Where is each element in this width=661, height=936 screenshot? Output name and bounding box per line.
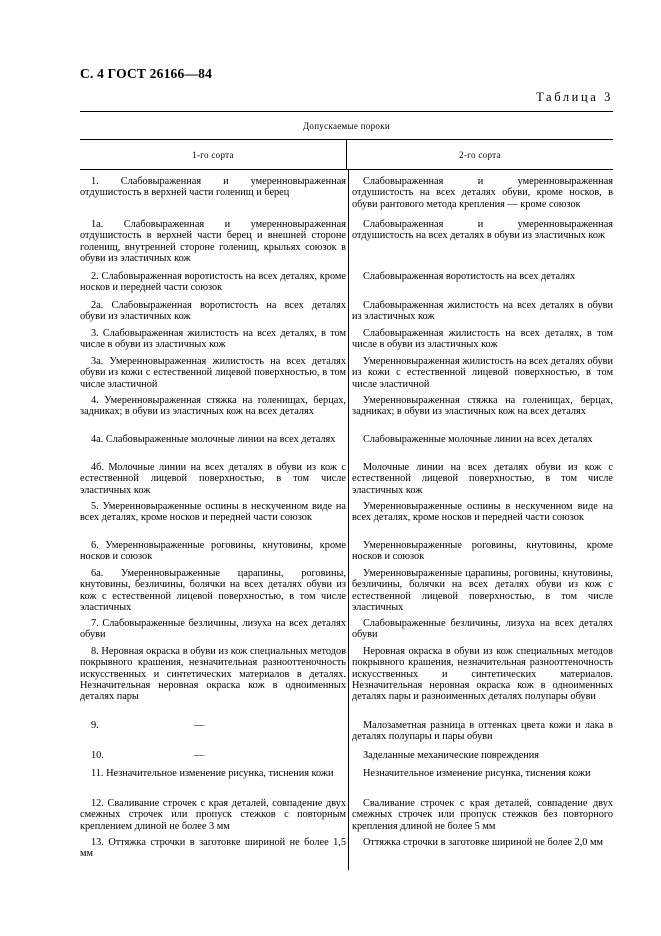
row-3a-grade1: 3а. Умеренновыраженная жилистость на всех деталях обуви из кожи с естественной лицевой поверхностью, в том числе эластичной xyxy=(80,356,346,390)
row-9-number: 9. xyxy=(91,720,99,731)
table-caption: Допускаемые пороки xyxy=(302,120,391,131)
row-1-grade1: 1. Слабовыраженная и умеренновыраженная отдушистость в верхней части голенищ и берец xyxy=(80,176,346,199)
row-1a-grade2: Слабовыраженная и умеренновыраженная отдушистость на всех деталях в обуви из эластичных кож xyxy=(352,219,613,242)
row-8-grade2: Неровная окраска в обуви из кож специальных методов покрывного крашения, незначительная разнооттеночность искусственных и синтетических материалов. Незначительная неровная окраска кож в одноименных деталях пары и разноименных деталях полупары обуви xyxy=(352,646,613,703)
table-body xyxy=(80,170,613,870)
row-2-grade1: 2. Слабовыраженная воротистость на всех деталях, кроме носков и передней части союзок xyxy=(80,271,346,294)
row-12-grade2: Сваливание строчек с края деталей, совпадение двух смежных строчек или пропуск стежков без повторного крепления длиной не более 5 мм xyxy=(352,798,613,832)
row-9-dash: — xyxy=(194,720,205,731)
row-5-grade1: 5. Умеренновыраженные оспины в нескученном виде на всех деталях, кроме носков и передней части союзок xyxy=(80,501,346,524)
defects-table xyxy=(80,111,613,870)
row-4-grade2: Умеренновыраженная стяжка на голенищах, берцах, задниках; в обуви из эластичных кож на всех деталях xyxy=(352,395,613,418)
row-2-grade2: Слабовыраженная воротистость на всех деталях xyxy=(363,271,576,282)
row-11-grade1: 11. Незначительное изменение рисунка, тиснения кожи xyxy=(91,768,334,779)
row-6a-grade2: Умеренновыраженные царапины, роговины, кнутовины, безличины, болячки на всех деталях обуви из кож с естественной лицевой поверхностью, в том числе эластичных xyxy=(352,568,613,613)
row-6-grade2: Умеренновыраженные роговины, кнутовины, кроме носков и союзок xyxy=(352,540,613,563)
row-10-dash: — xyxy=(194,750,205,761)
row-10-grade2: Заделанные механические повреждения xyxy=(363,750,540,761)
row-10-grade1 xyxy=(80,750,346,761)
column-headers xyxy=(80,140,613,169)
row-4a-grade1: 4а. Слабовыраженные молочные линии на всех деталях xyxy=(91,434,336,445)
row-3-grade1: 3. Слабовыраженная жилистость на всех деталях, в том числе в обуви из эластичных кож xyxy=(80,328,346,351)
row-9-grade1 xyxy=(80,720,346,731)
row-2a-grade2: Слабовыраженная жилистость на всех деталях в обуви из эластичных кож xyxy=(352,300,613,323)
row-4-grade1: 4. Умеренновыраженная стяжка на голенищах, берцах, задниках; в обуви из эластичных кож на всех деталях xyxy=(80,395,346,418)
page-header: С. 4 ГОСТ 26166—84 xyxy=(80,66,213,81)
row-8-grade1: 8. Неровная окраска в обуви из кож специальных методов покрывного крашения, незначительная разнооттеночность искусственных и синтетических материалов в деталях. Незначительная неровная окраска кож в одноименных деталях пары xyxy=(80,646,346,703)
col-header-grade1: 1-го сорта xyxy=(80,140,347,169)
col-header-grade2: 2-го сорта xyxy=(459,149,501,160)
row-4b-grade2: Молочные линии на всех деталях обуви из кож с естественной лицевой поверхностью, в том числе эластичных кож xyxy=(352,462,613,496)
row-6a-grade1: 6а. Умеренновыраженные царапины, роговины, кнутовины, безличины, болячки на всех деталях обуви из кож с естественной лицевой поверхностью, в том числе эластичных xyxy=(80,568,346,613)
row-7-grade1: 7. Слабовыраженные безличины, лизуха на всех деталях обуви xyxy=(80,618,346,641)
row-5-grade2: Умеренновыраженные оспины в нескученном виде на всех деталях, кроме носков и передней части союзок xyxy=(352,501,613,524)
row-13-grade2: Оттяжка строчки в заготовке шириной не более 2,0 мм xyxy=(363,837,604,848)
row-13-grade1: 13. Оттяжка строчки в заготовке шириной не более 1,5 мм xyxy=(80,837,346,860)
row-6-grade1: 6. Умеренновыраженные роговины, кнутовины, кроме носков и союзок xyxy=(80,540,346,563)
row-2a-grade1: 2а. Слабовыраженная воротистость на всех деталях обуви из эластичных кож xyxy=(80,300,346,323)
row-10-number: 10. xyxy=(91,750,104,761)
row-7-grade2: Слабовыраженные безличины, лизуха на всех деталях обуви xyxy=(352,618,613,641)
table-label: Таблица 3 xyxy=(536,90,613,104)
row-3a-grade2: Умеренновыраженная жилистость на всех деталях обуви из кожи с естественной лицевой поверхностью, в том числе эластичной xyxy=(352,356,613,390)
column-divider xyxy=(348,170,349,870)
row-1-grade2: Слабовыраженная и умеренновыраженная отдушистость на всех деталях обуви, кроме носков, в обуви рантового метода крепления — кроме союзок xyxy=(352,176,613,210)
row-1a-grade1: 1а. Слабовыраженная и умеренновыраженная отдушистость в верхней части берец и внешней стороне голенищ, внутренней стороне голенищ, крыльях союзок в обуви из эластичных кож xyxy=(80,219,346,264)
row-9-grade2: Малозаметная разница в оттенках цвета кожи и лака в деталях полупары и пары обуви xyxy=(352,720,613,743)
row-11-grade2: Незначительное изменение рисунка, тиснения кожи xyxy=(363,768,591,779)
row-4b-grade1: 4б. Молочные линии на всех деталях в обуви из кож с естественной лицевой поверхностью, в том числе эластичных кож xyxy=(80,462,346,496)
row-12-grade1: 12. Сваливание строчек с края деталей, совпадение двух смежных строчек или пропуск стежков с повторным креплением длиной не более 3 мм xyxy=(80,798,346,832)
row-3-grade2: Слабовыраженная жилистость на всех деталях, в том числе в обуви из эластичных кож xyxy=(352,328,613,351)
row-4a-grade2: Слабовыраженные молочные линии на всех деталях xyxy=(363,434,593,445)
